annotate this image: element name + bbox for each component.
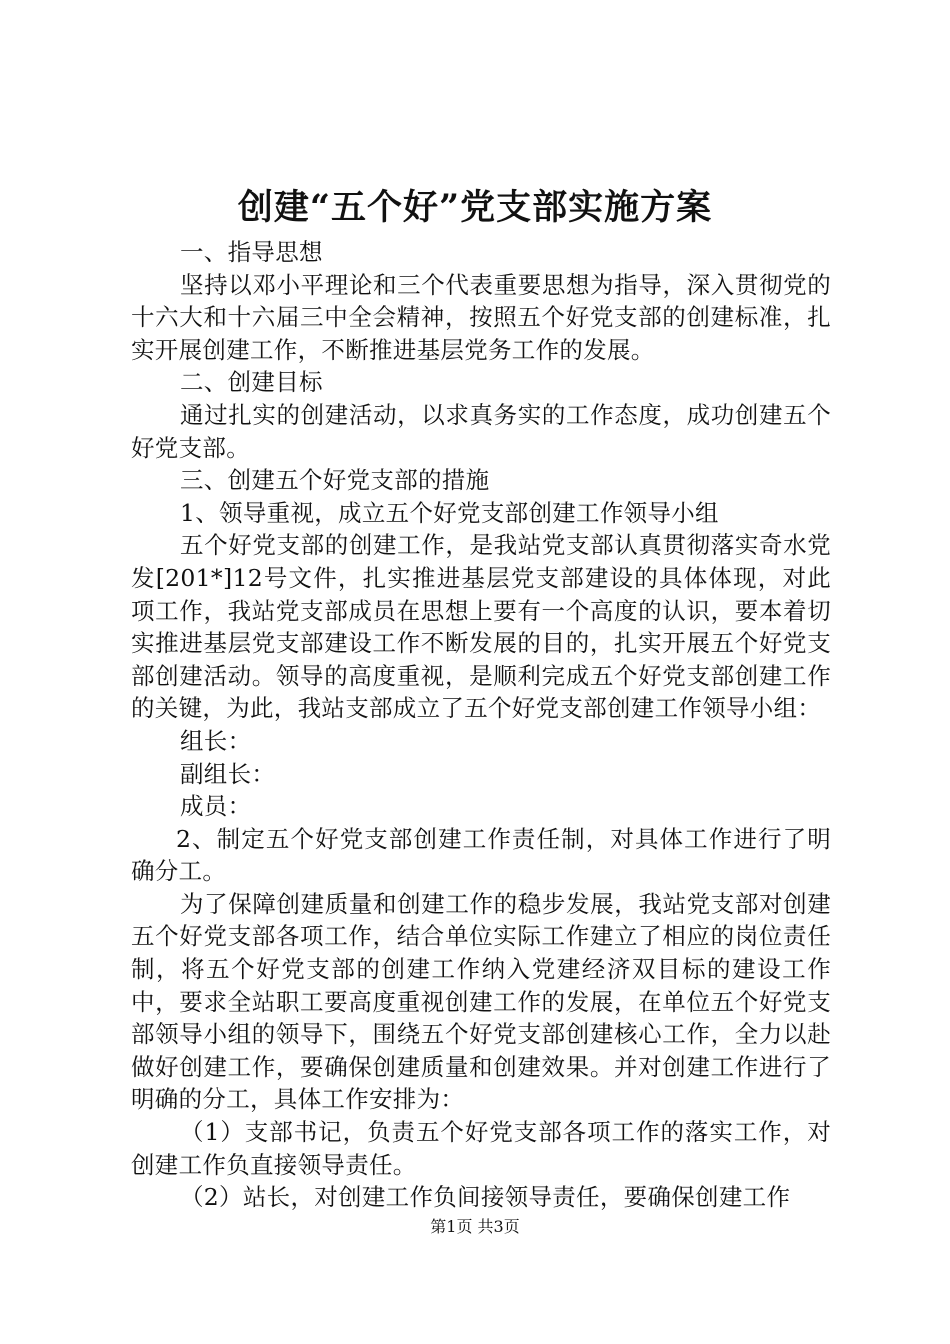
section-heading-measures: 三、创建五个好党支部的措施 — [180, 466, 490, 495]
section-heading-goal: 二、创建目标 — [180, 368, 323, 397]
subsection-heading-responsibility: 2、制定五个好党支部创建工作责任制，对具体工作进行了明确分工。 — [131, 824, 831, 886]
body-paragraph: 通过扎实的创建活动，以求真务实的工作态度，成功创建五个好党支部。 — [131, 400, 831, 462]
list-item: （1）支部书记，负责五个好党支部各项工作的落实工作，对创建工作负直接领导责任。 — [131, 1118, 831, 1179]
group-leader-line: 组长： — [180, 726, 252, 755]
page-number-footer: 第1页 共3页 — [430, 1217, 520, 1236]
body-paragraph: 坚持以邓小平理论和三个代表重要思想为指导，深入贯彻党的十六大和十六届三中全会精神，按照五个好党支部的创建标准，扎实开展创建工作，不断推进基层党务工作的发展。 — [131, 270, 831, 364]
list-item: （2）站长，对创建工作负间接领导责任，要确保创建工作 — [180, 1183, 791, 1212]
subsection-heading-leadership: 1、领导重视，成立五个好党支部创建工作领导小组 — [180, 498, 719, 527]
section-heading-guiding-ideology: 一、指导思想 — [180, 238, 323, 266]
deputy-leader-line: 副组长： — [180, 759, 276, 788]
body-paragraph: 为了保障创建质量和创建工作的稳步发展，我站党支部对创建五个好党支部各项工作，结合单位实际工作建立了相应的岗位责任制，将五个好党支部的创建工作纳入党建经济双目标的建设工作中，要求全站职工要高度重视创建工作的发展，在单位五个好党支部领导小组的领导下，围绕五个好党支部创建核心工作，全力以赴做好创建工作，要确保创建质量和创建效果。并对创建工作进行了明确的分工，具体工作安排为： — [131, 889, 831, 1114]
document-title: 创建“五个好”党支部实施方案 — [237, 187, 713, 228]
members-line: 成员： — [180, 792, 252, 821]
document-body — [131, 236, 831, 1214]
body-paragraph: 五个好党支部的创建工作，是我站党支部认真贯彻落实奇水党发[201*]12号文件，扎实推进基层党支部建设的具体体现，对此项工作，我站党支部成员在思想上要有一个高度的认识，要本着切实推进基层党支部建设工作不断发展的目的，扎实开展五个好党支部创建活动。领导的高度重视，是顺利完成五个好党支部创建工作的关键，为此，我站支部成立了五个好党支部创建工作领导小组： — [131, 531, 831, 723]
